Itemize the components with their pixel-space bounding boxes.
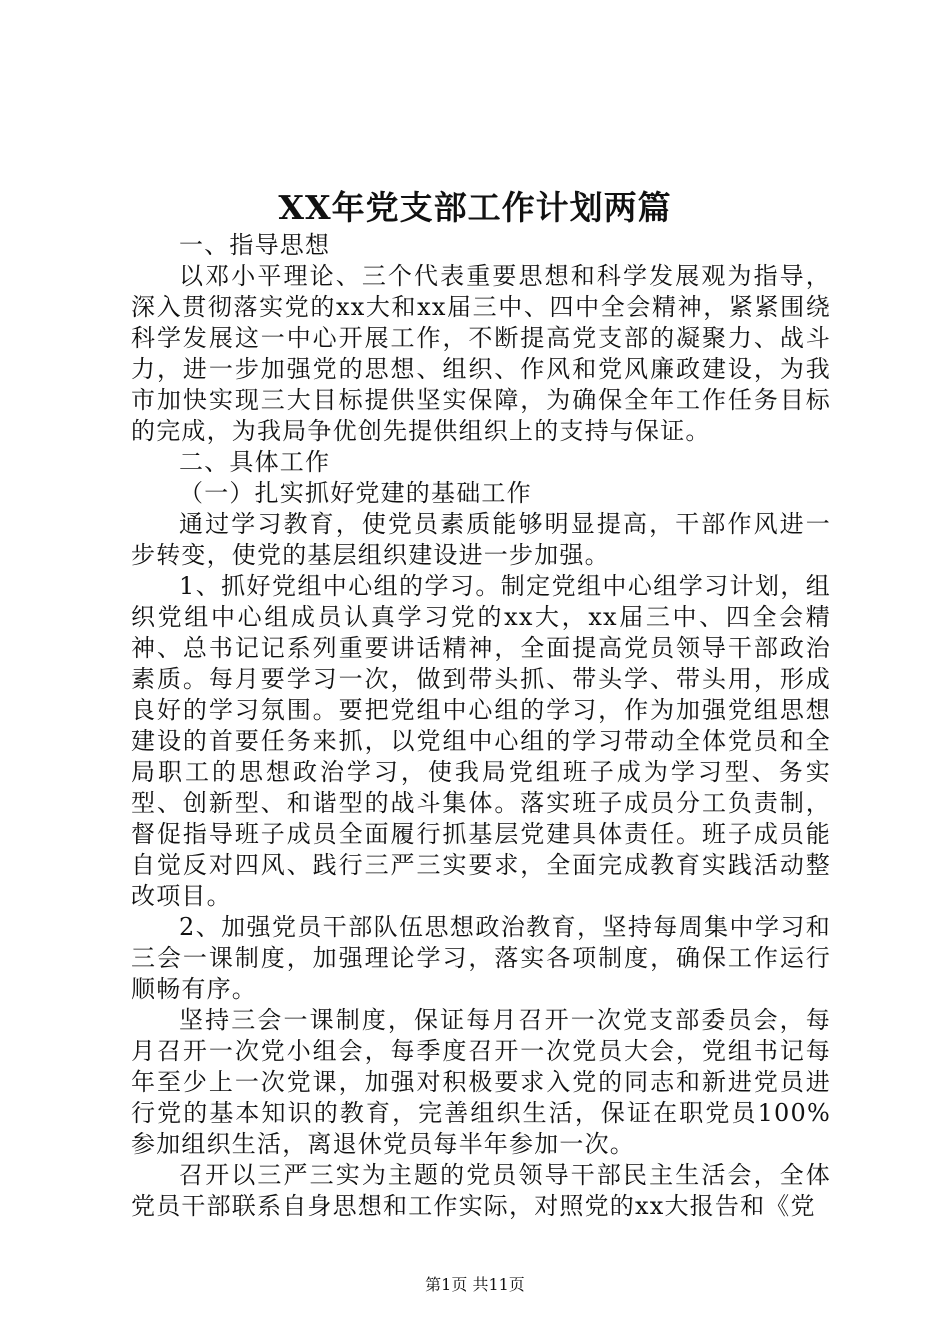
document-body xyxy=(131,230,831,1222)
page-footer: 第1页 共11页 xyxy=(425,1275,525,1294)
paragraph-item-2-political-education: 2、加强党员干部队伍思想政治教育，坚持每周集中学习和三会一课制度，加强理论学习，落实各项制度，确保工作运行顺畅有序。 xyxy=(131,913,831,1003)
section-heading-specific-work: 二、具体工作 xyxy=(179,448,331,476)
paragraph-three-meetings-one-lesson: 坚持三会一课制度，保证每月召开一次党支部委员会，每月召开一次党小组会，每季度召开一次党员大会，党组书记每年至少上一次党课，加强对积极要求入党的同志和新进党员进行党的基本知识的教育，完善组织生活，保证在职党员100%参加组织生活，离退休党员每半年参加一次。 xyxy=(131,1006,831,1158)
paragraph-democratic-life-meeting: 召开以三严三实为主题的党员领导干部民主生活会，全体党员干部联系自身思想和工作实际，对照党的xx大报告和《党 xyxy=(131,1161,831,1220)
paragraph-item-1-central-group-study: 1、抓好党组中心组的学习。制定党组中心组学习计划，组织党组中心组成员认真学习党的xx大，xx届三中、四全会精神、总书记记系列重要讲话精神，全面提高党员领导干部政治素质。每月要学习一次，做到带头抓、带头学、带头用，形成良好的学习氛围。要把党组中心组的学习，作为加强党组思想建设的首要任务来抓，以党组中心组的学习带动全体党员和全局职工的思想政治学习，使我局党组班子成为学习型、务实型、创新型、和谐型的战斗集体。落实班子成员分工负责制，督促指导班子成员全面履行抓基层党建具体责任。班子成员能自觉反对四风、践行三严三实要求，全面完成教育实践活动整改项目。 xyxy=(131,572,831,910)
document-title: XX年党支部工作计划两篇 xyxy=(278,188,672,227)
subsection-heading-party-building-basics: （一）扎实抓好党建的基础工作 xyxy=(179,479,532,507)
paragraph-study-education: 通过学习教育，使党员素质能够明显提高，干部作风进一步转变，使党的基层组织建设进一步加强。 xyxy=(131,510,831,569)
section-heading-guiding-ideology: 一、指导思想 xyxy=(179,231,331,259)
paragraph-guiding-ideology: 以邓小平理论、三个代表重要思想和科学发展观为指导，深入贯彻落实党的xx大和xx届三中、四中全会精神，紧紧围绕科学发展这一中心开展工作，不断提高党支部的凝聚力、战斗力，进一步加强党的思想、组织、作风和党风廉政建设，为我市加快实现三大目标提供坚实保障，为确保全年工作任务目标的完成，为我局争优创先提供组织上的支持与保证。 xyxy=(131,262,831,445)
